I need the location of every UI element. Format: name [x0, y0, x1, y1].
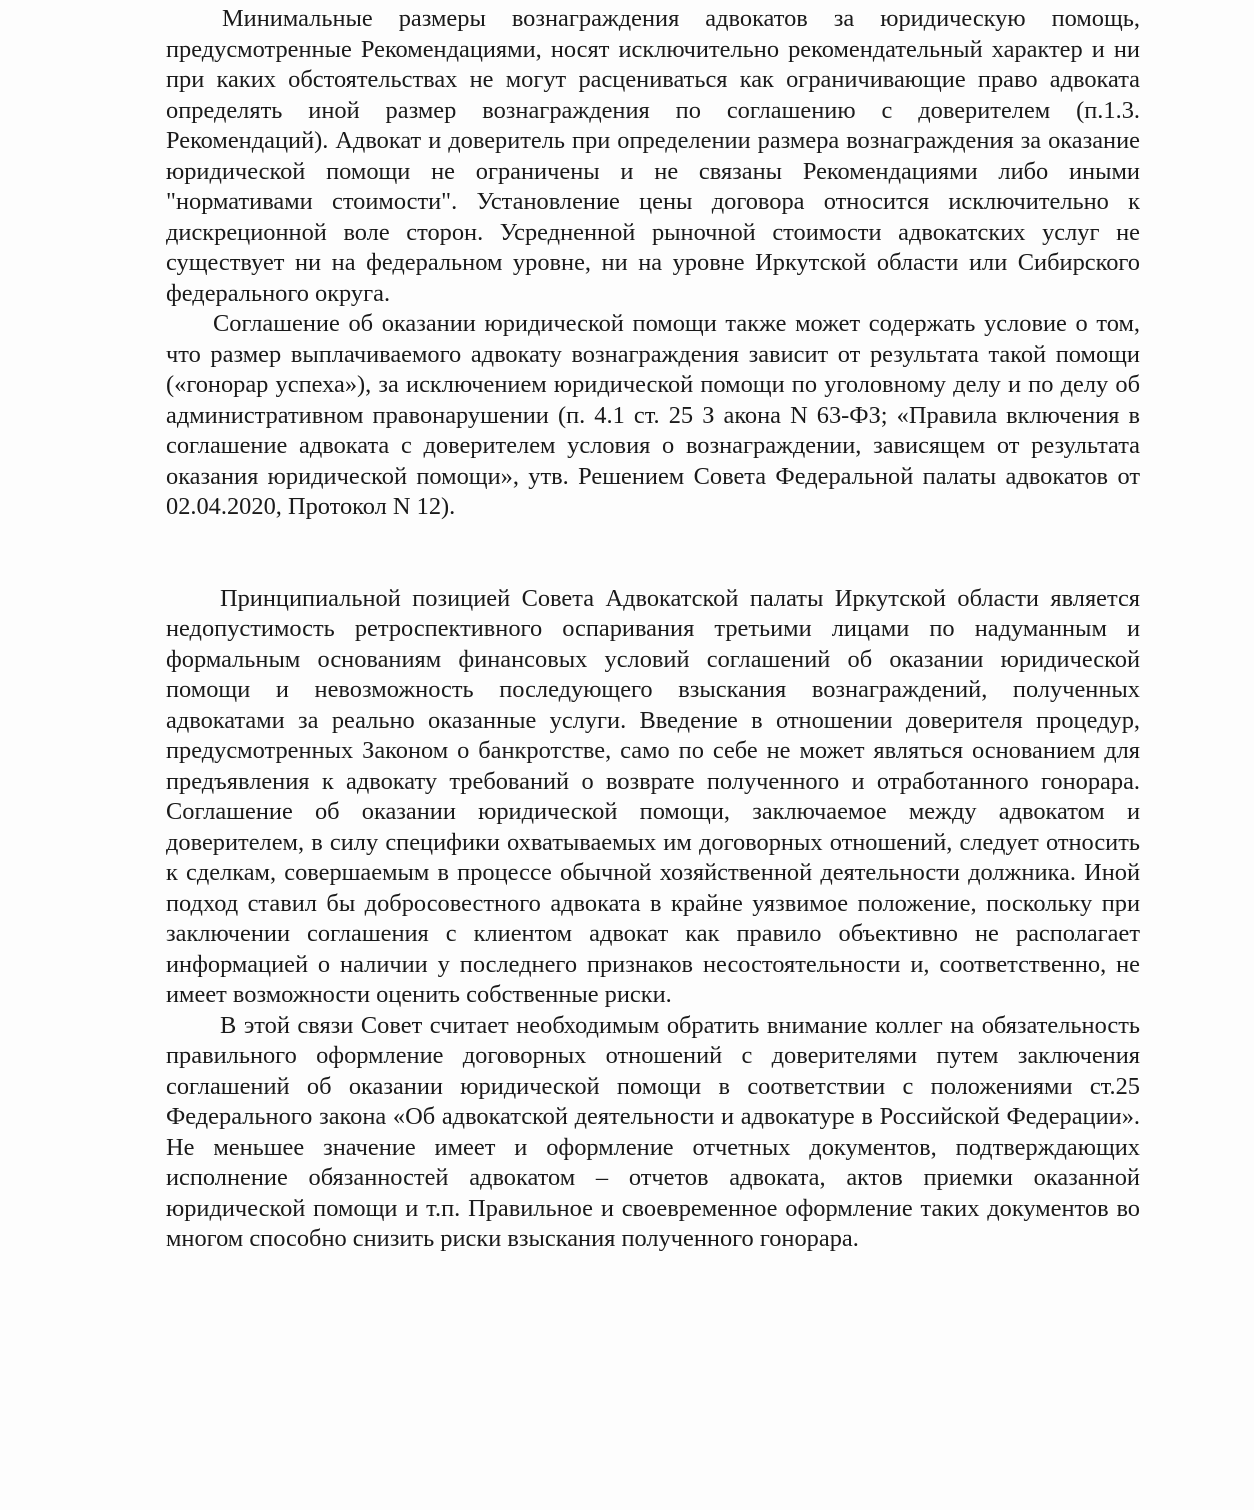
paragraph-council-recommendation: В этой связи Совет считает необходимым обратить внимание коллег на обязательность правильного оформление договорных отношений с доверителями путем заключения соглашений об оказании юридической помощи в соответствии с положениями ст.25 Федерального закона «Об адвокатской деятельности и адвокатуре в Российской Федерации». Не меньшее значение имеет и оформление отчетных документов, подтверждающих исполнение обязанностей адвокатом – отчетов адвоката, актов приемки оказанной юридической помощи и т.п. Правильное и своевременное оформление таких документов во многом способно снизить риски взыскания полученного гонорара.: [166, 1011, 1140, 1252]
paragraph-success-fee: Соглашение об оказании юридической помощи также может содержать условие о том, что размер выплачиваемого адвокату вознаграждения зависит от результата такой помощи («гонорар успеха»), за исключением юридической помощи по уголовному делу и по делу об административном правонарушении (п. 4.1 ст. 25 З акона N 63-ФЗ; «Правила включения в соглашение адвоката с доверителем условия о вознаграждении, зависящем от результата оказания юридической помощи», утв. Решением Совета Федеральной палаты адвокатов от 02.04.2020, Протокол N 12).: [166, 310, 1140, 520]
paragraph-spacer: [166, 523, 1140, 584]
paragraph-council-position: Принципиальной позицией Совета Адвокатской палаты Иркутской области является недопустимость ретроспективного оспаривания третьими лицами по надуманным и формальным основаниям финансовых условий соглашений об оказании юридической помощи и невозможность последующего взыскания вознаграждений, полученных адвокатами за реально оказанные услуги. Введение в отношении доверителя процедур, предусмотренных Законом о банкротстве, само по себе не может являться основанием для предъявления к адвокату требований о возврате полученного и отработанного гонорара. Соглашение об оказании юридической помощи, заключаемое между адвокатом и доверителем, в силу специфики охватываемых им договорных отношений, следует относить к сделкам, совершаемым в процессе обычной хозяйственной деятельности должника. Иной подход ставил бы добросовестного адвоката в крайне уязвимое положение, поскольку при заключении соглашения с клиентом адвокат как правило объективно не располагает информацией о наличии у последнего признаков несостоятельности и, соответственно, не имеет возможности оценить собственные риски.: [166, 584, 1140, 1008]
paragraph-fee-recommendations: Минимальные размеры вознаграждения адвокатов за юридическую помощь, предусмотренные Рекомендациями, носят исключительно рекомендательный характер и ни при каких обстоятельствах не могут расцениваться как ограничивающие право адвоката определять иной размер вознаграждения по соглашению с доверителем (п.1.3. Рекомендаций). Адвокат и доверитель при определении размера вознаграждения за оказание юридической помощи не ограничены и не связаны Рекомендациями либо иными "нормативами стоимости". Установление цены договора относится исключительно к дискреционной воле сторон. Усредненной рыночной стоимости адвокатских услуг не существует ни на федеральном уровне, ни на уровне Иркутской области или Сибирского федерального округа.: [166, 5, 1140, 307]
document-body: [166, 4, 1140, 1255]
